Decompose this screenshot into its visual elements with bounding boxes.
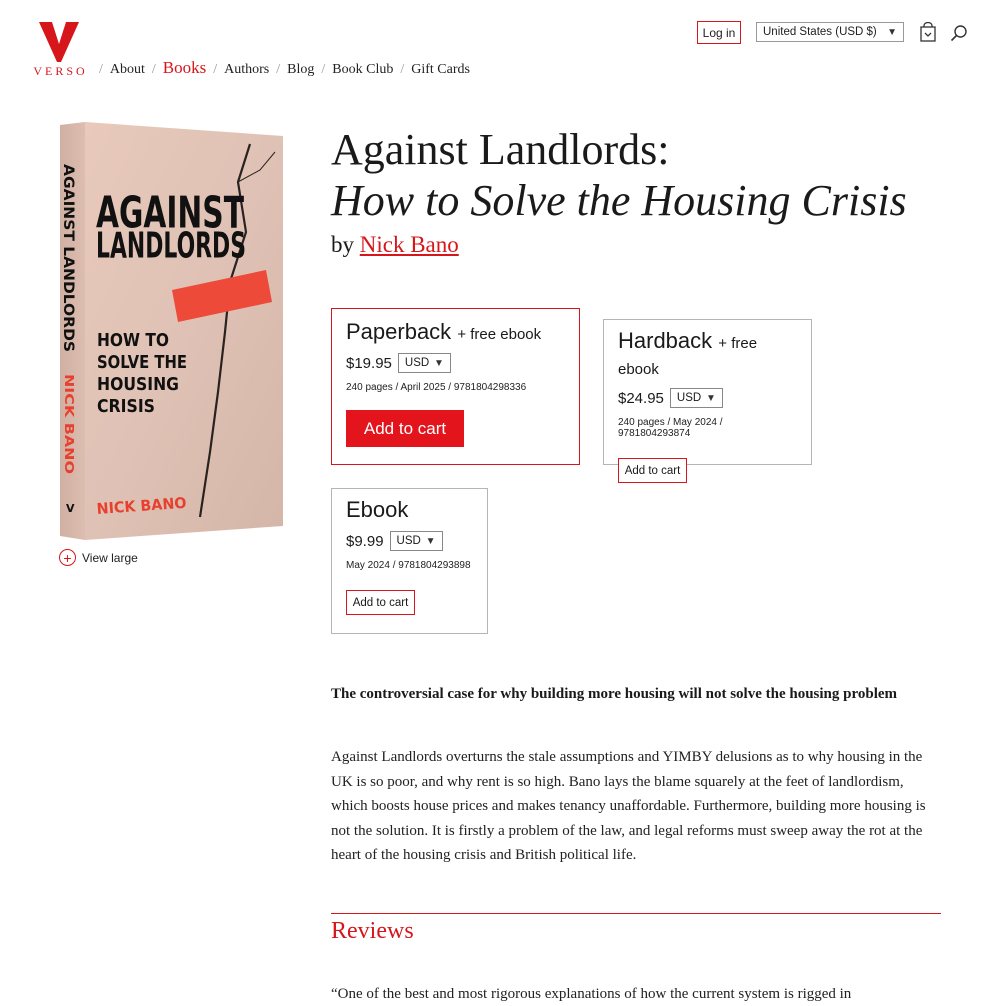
book-cover-image[interactable] <box>60 122 285 540</box>
byline <box>331 232 459 258</box>
region-select-value: United States (USD $) <box>763 26 877 38</box>
format-card-paperback[interactable] <box>331 308 580 465</box>
format-extra: + free ebook <box>457 326 542 343</box>
format-extra: + free ebook <box>618 335 758 378</box>
reviews-divider <box>331 913 941 914</box>
nav-separator: / <box>151 62 156 77</box>
cover-title-line1: AGAINST <box>96 188 245 239</box>
currency-value: USD <box>396 535 421 547</box>
nav-books[interactable]: Books <box>162 58 207 77</box>
nav-gift-cards[interactable]: Gift Cards <box>411 62 470 77</box>
format-meta: 240 pages / May 2024 / 9781804293874 <box>618 417 723 439</box>
format-name-label: Ebook <box>346 497 409 522</box>
review-quote: “One of the best and most rigorous explanations of how the current system is rigged in <box>331 986 852 1002</box>
cover-subtitle-line1: HOW TO <box>97 330 169 351</box>
format-name-label: Paperback <box>346 319 452 344</box>
format-meta: 240 pages / April 2025 / 9781804298336 <box>346 382 527 393</box>
chevron-down-icon: ▼ <box>887 26 897 38</box>
chevron-down-icon: ▼ <box>425 535 436 547</box>
cover-subtitle-line4: CRISIS <box>97 396 155 417</box>
search-icon[interactable] <box>950 24 968 47</box>
currency-select[interactable] <box>390 531 443 551</box>
plus-icon: + <box>59 549 76 566</box>
price-row <box>346 531 473 551</box>
view-large-button[interactable] <box>59 549 138 566</box>
breadcrumb-nav <box>92 58 470 78</box>
cover-subtitle-line3: HOUSING <box>97 374 179 395</box>
spine-logo: V <box>66 502 75 515</box>
chevron-down-icon: ▼ <box>705 392 716 404</box>
byline-prefix: by <box>331 232 354 257</box>
logo-wordmark: VERSO <box>33 64 88 78</box>
currency-value: USD <box>676 392 702 404</box>
page-title <box>331 124 907 226</box>
nav-separator: / <box>99 62 103 77</box>
currency-select[interactable] <box>670 388 723 408</box>
add-to-cart-button[interactable]: Add to cart <box>618 458 687 483</box>
description-body: Against Landlords overturns the stale assumptions and YIMBY delusions as to why housing in the UK is so poor, and why rent is so high. Bano lays the blame squarely at the feet of landlordism, which boosts house prices and makes tenancy unaffordable. Furthermore, building more housing is not the solution. It is firstly a problem of the law, and legal reforms must sweep away the rot at the heart of the housing crisis and British political life. <box>331 749 926 864</box>
format-meta: May 2024 / 9781804293898 <box>346 560 471 571</box>
currency-select[interactable] <box>398 353 451 373</box>
price: $24.95 <box>618 389 664 407</box>
description-lead: The controversial case for why building more housing will not solve the housing problem <box>331 686 898 702</box>
format-name <box>618 328 797 380</box>
nav-separator: / <box>321 62 326 77</box>
verso-logo[interactable] <box>30 22 88 79</box>
nav-separator: / <box>276 62 281 77</box>
view-large-label: View large <box>82 550 138 565</box>
nav-separator: / <box>213 62 218 77</box>
nav-about[interactable]: About <box>109 62 145 77</box>
login-button[interactable]: Log in <box>697 21 741 44</box>
book-subtitle: How to Solve the Housing Crisis <box>331 176 907 225</box>
format-card-ebook[interactable] <box>331 488 488 634</box>
book-title: Against Landlords: <box>331 125 670 174</box>
nav-authors[interactable]: Authors <box>224 62 270 77</box>
price-row <box>346 353 565 373</box>
price: $19.95 <box>346 354 392 372</box>
price-row <box>618 388 797 408</box>
nav-separator: / <box>400 62 405 77</box>
cart-icon[interactable] <box>919 22 937 47</box>
spine-author: NICK BANO <box>62 374 76 450</box>
cover-title-line2: LANDLORDS <box>96 223 246 267</box>
reviews-heading: Reviews <box>331 918 414 944</box>
add-to-cart-button[interactable]: Add to cart <box>346 410 464 447</box>
price: $9.99 <box>346 532 384 550</box>
spine-title: AGAINST LANDLORDS <box>60 164 76 335</box>
nav-blog[interactable]: Blog <box>287 62 315 77</box>
region-select[interactable] <box>756 22 904 42</box>
format-name-label: Hardback <box>618 328 713 353</box>
format-card-hardback[interactable] <box>603 319 812 477</box>
format-name <box>346 497 473 523</box>
nav-book-club[interactable]: Book Club <box>332 62 394 77</box>
cover-subtitle-line2: SOLVE THE <box>97 352 187 373</box>
currency-value: USD <box>404 357 430 369</box>
cover-author: NICK BANO <box>96 493 192 518</box>
format-name <box>346 319 565 345</box>
verso-v-icon <box>39 22 79 62</box>
author-link[interactable]: Nick Bano <box>359 232 459 257</box>
chevron-down-icon: ▼ <box>433 357 444 369</box>
add-to-cart-button[interactable]: Add to cart <box>346 590 415 615</box>
